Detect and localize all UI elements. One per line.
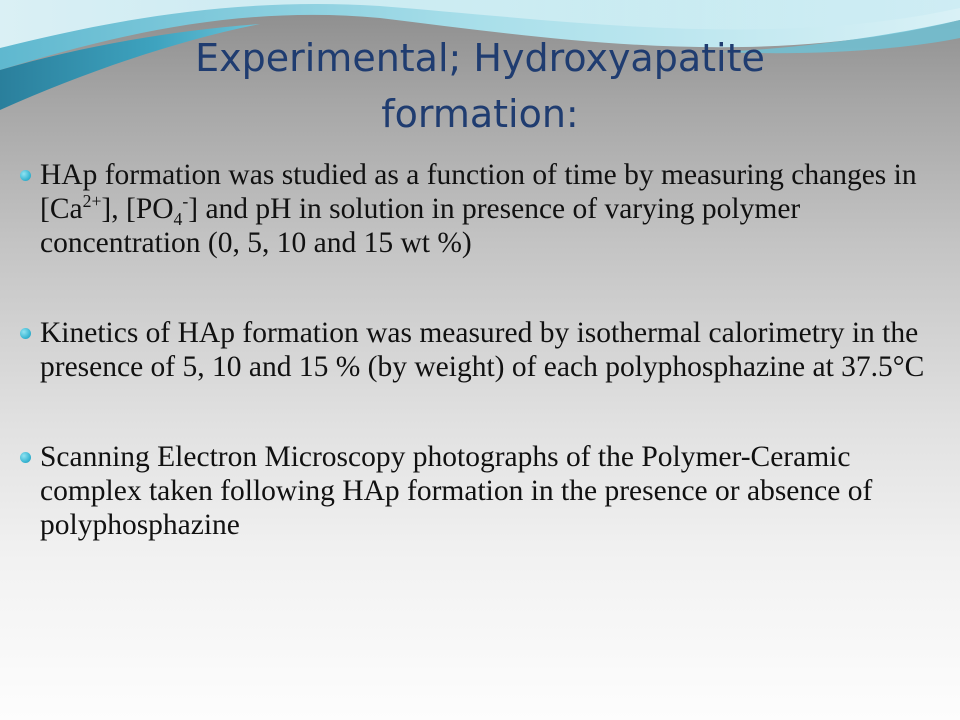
bullet-text: Scanning Electron Microscopy photographs of the Polymer-Ceramic complex taken following HAp formation in the presence or absence of polyphosphazine <box>40 441 873 541</box>
bullet-text: Kinetics of HAp formation was measured by isothermal calorimetry in the presence of 5, 10 and 15 % (by weight) of each polyphosphazine at 37.5°C <box>40 317 925 383</box>
bullet-item-kinetics <box>20 316 945 384</box>
bullet-text: HAp formation was studied as a function of time by measuring changes in $[Ca^{2+}]$, $[PO_4^-]$ and pH in solution in presence of varying polymer concentration (0, 5, 10 and 15 wt %) <box>40 159 917 259</box>
bullet-item-sem <box>20 440 945 542</box>
bullet-item-hap-formation <box>20 158 945 260</box>
bullet-dot-icon <box>20 170 31 181</box>
bullet-dot-icon <box>20 328 31 339</box>
bullet-list <box>20 158 945 542</box>
bullet-dot-icon <box>20 452 31 463</box>
slide-title: Experimental; Hydroxyapatite formation: <box>195 36 765 136</box>
